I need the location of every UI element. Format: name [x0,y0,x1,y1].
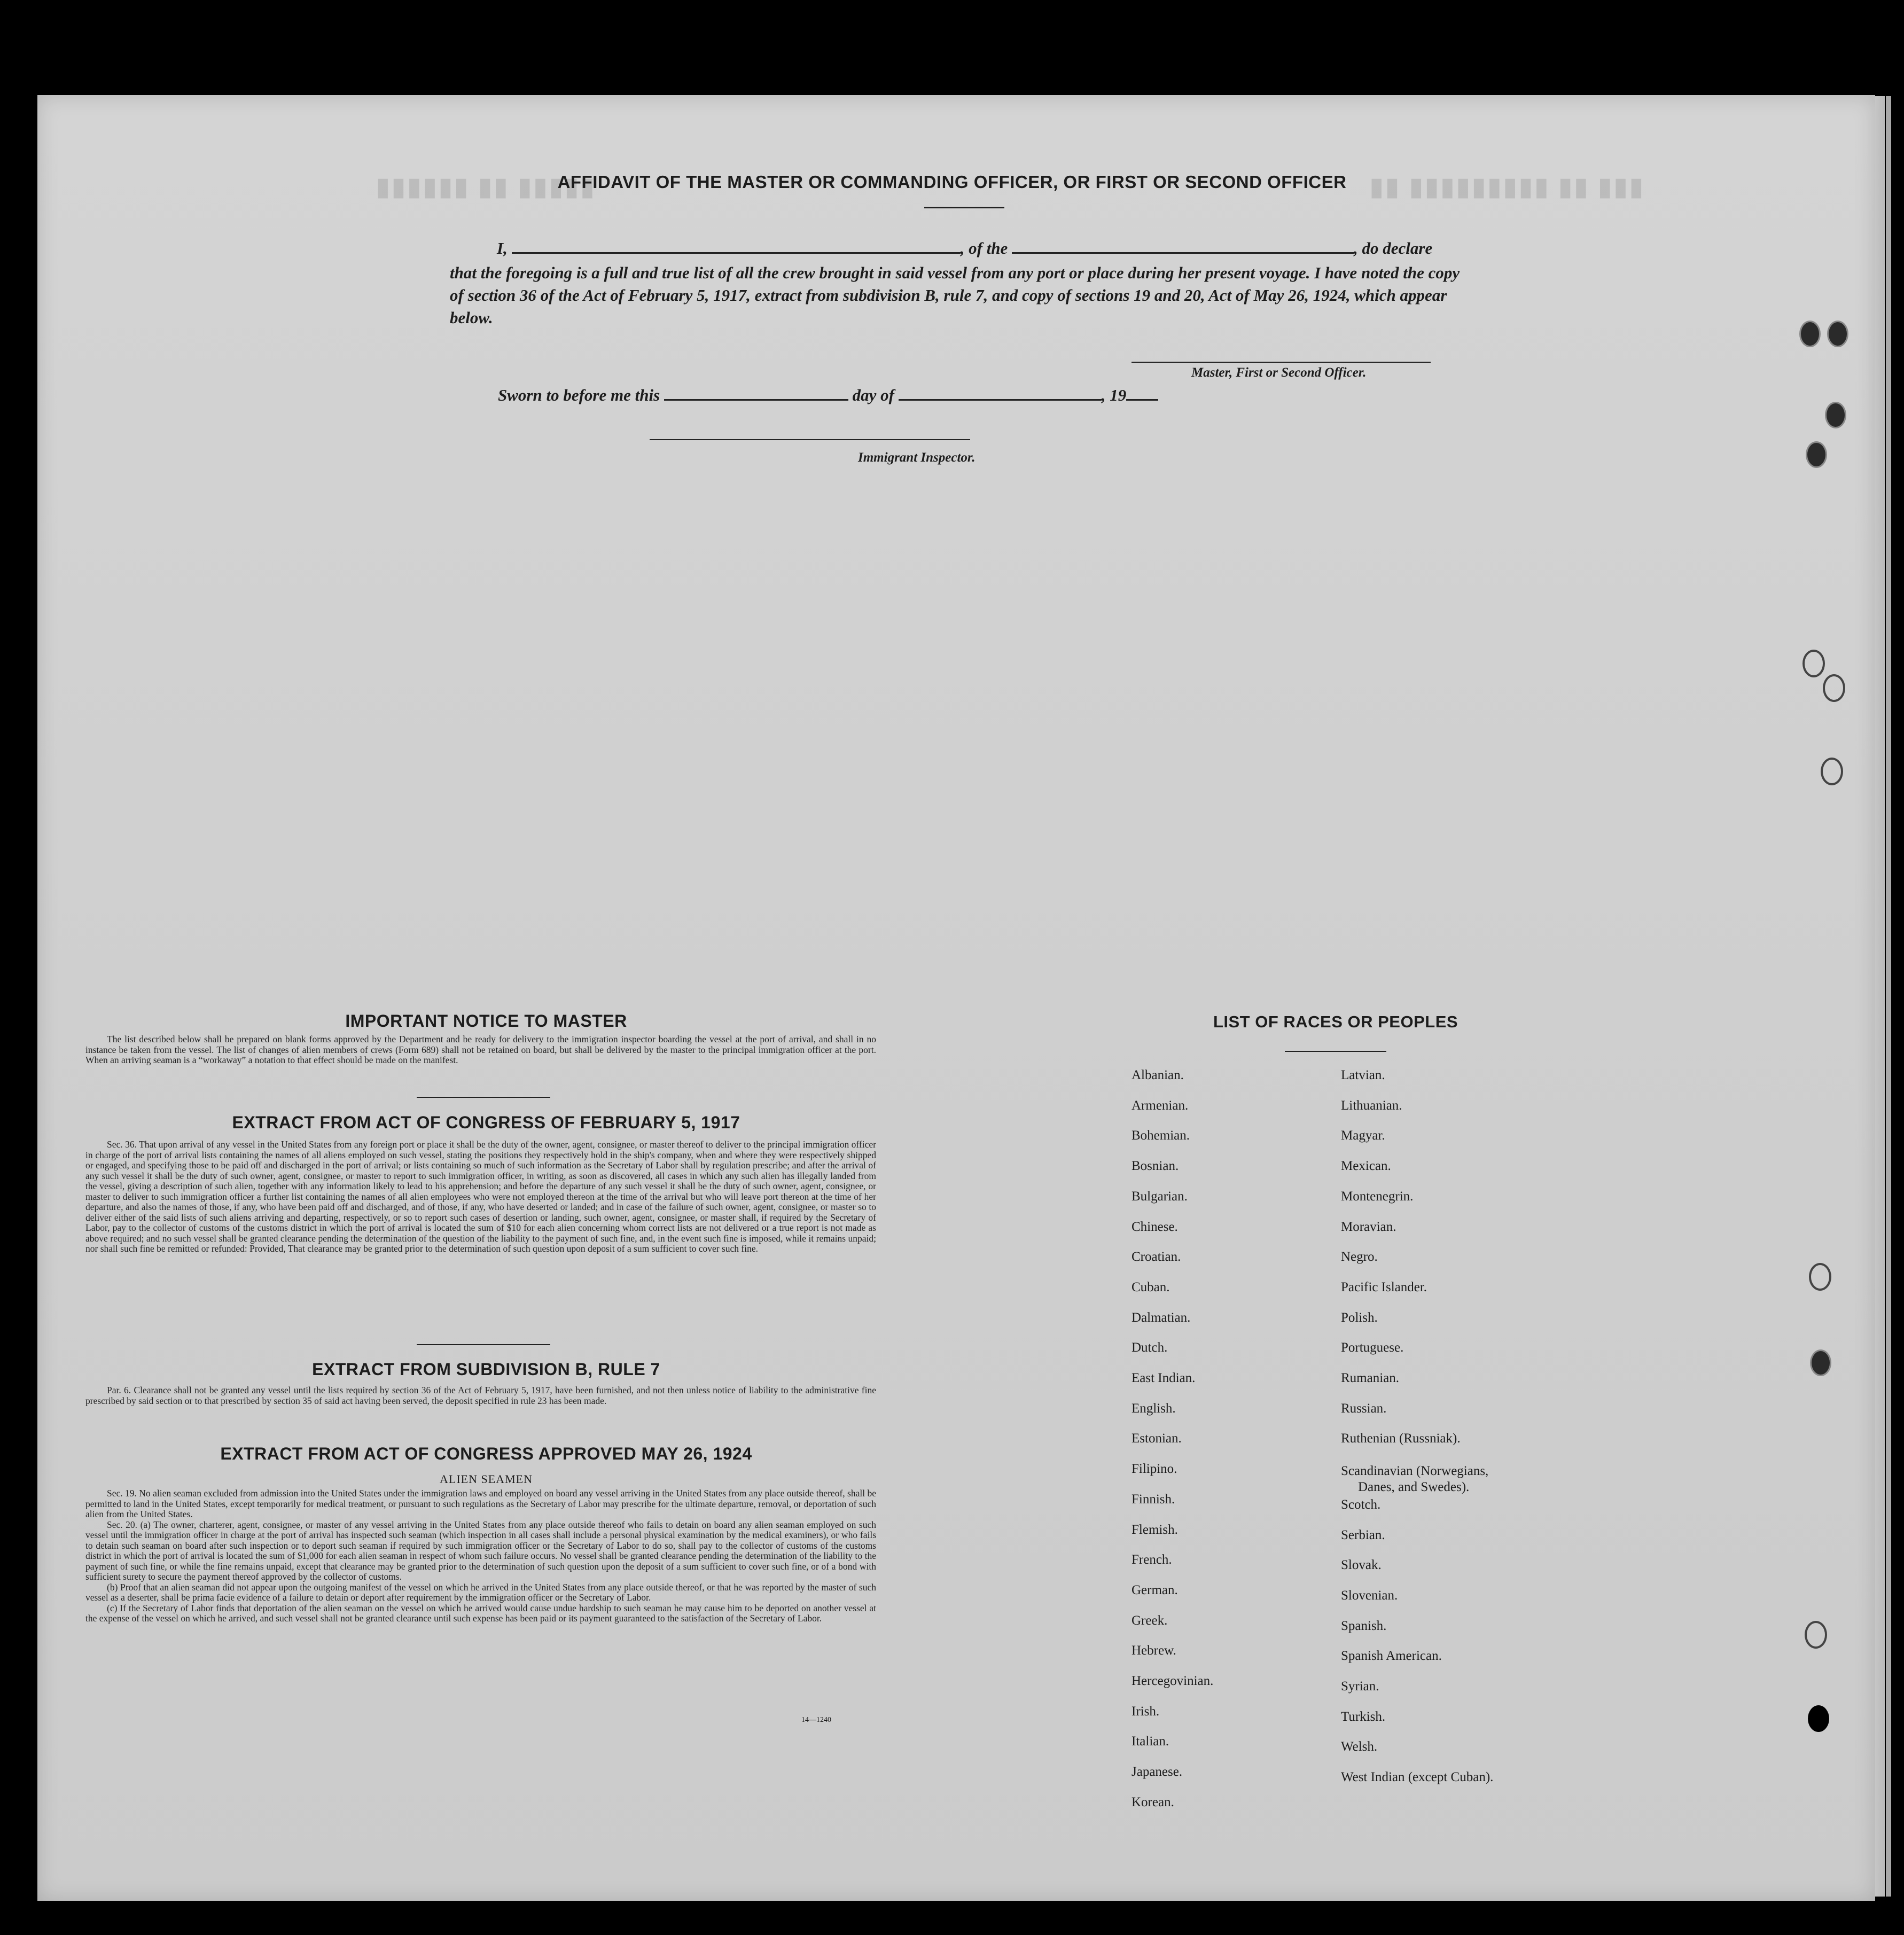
bleed-through-shape: ▮▮▮▮▮ ▮▮ ▮▮▮▮▮▮ [374,173,595,200]
race-item: Welsh. [1341,1739,1378,1754]
sworn-day-field[interactable] [664,387,848,401]
declarant-name-field[interactable] [512,240,961,254]
race-item: Ruthenian (Russniak). [1341,1431,1461,1446]
race-item: Croatian. [1132,1250,1181,1265]
act-1924-paragraph: Sec. 19. No alien seaman excluded from admission into the United States under the immigration laws and employed on board any vessel arriving in the United States from any place outside thereof, shall be permitted to land in the United States, except temporarily for medical treatment, or pursuant to such regulations as the Secretary of Labor may prescribe for the ultimate departure, removal, or deportation of such alien from the United States. [85,1488,876,1519]
race-item: Dutch. [1132,1340,1168,1355]
race-item: Bulgarian. [1132,1189,1188,1204]
race-item: Bosnian. [1132,1159,1179,1174]
extract-1917-title: EXTRACT FROM ACT OF CONGRESS OF FEBRUARY 5, 1917 [232,1113,740,1132]
inspector-signature-line[interactable] [650,439,970,440]
sworn-year-field[interactable] [1126,387,1158,401]
binder-hole-icon [1802,650,1825,677]
affidavit-statement: that the foregoing is a full and true list of all the crew brought in said vessel from any port or place during her present voyage. I have noted the copy of section 36 of the Act of February 5, 1917, extract from subdivision B, rule 7, and copy of sections 19 and 20, Act of May 26, 1924, which appear below. [450,263,1460,327]
year-prefix-label: , 19 [1101,386,1127,404]
page-edge [1875,96,1885,1897]
race-item: English. [1132,1401,1176,1416]
affidavit-title: AFFIDAVIT OF THE MASTER OR COMMANDING OFFICER, OR FIRST OR SECOND OFFICER [557,172,1347,192]
race-item: Greek. [1132,1613,1168,1628]
race-item: Portuguese. [1341,1340,1404,1355]
binder-hole-icon [1823,674,1845,702]
inspector-signature-label: Immigrant Inspector. [858,450,976,465]
race-item: Rumanian. [1341,1371,1400,1385]
form-number: 14—1240 [801,1716,831,1724]
act-1924-paragraph: (b) Proof that an alien seaman did not appear upon the outgoing manifest of the vessel on which he arrived in the United States from any place outside thereof, or that he was reported by the master of such vessel as a deserter, shall be prima facie evidence of a failure to detain or deport after requirement by the immigration officer or the Secretary of Labor. [85,1581,876,1603]
race-item: Scandinavian (Norwegians, [1341,1464,1489,1479]
race-item: Armenian. [1132,1098,1189,1113]
race-item: Moravian. [1341,1219,1396,1234]
race-item: Turkish. [1341,1709,1386,1724]
declaration-line [497,239,1432,258]
master-signature-label: Master, First or Second Officer. [1191,365,1367,380]
race-item: Bohemian. [1132,1128,1190,1143]
race-item: Spanish American. [1341,1649,1442,1664]
act-1924-text [85,1488,876,1624]
binder-hole-icon [1799,321,1821,347]
race-item: Cuban. [1132,1279,1170,1294]
page-edge [1886,96,1891,1897]
race-item: German. [1132,1582,1178,1597]
race-item: Latvian. [1341,1068,1385,1082]
race-item: Negro. [1341,1250,1378,1265]
binder-hole-icon [1821,758,1843,785]
declare-label: , do declare [1354,239,1433,258]
extract-1917-text: Sec. 36. That upon arrival of any vessel in the United States from any foreign port or place it shall be the duty of the owner, agent, consignee, or master thereof to deliver to the principal immigration officer in charge of the port of arrival lists containing the names of all aliens employed on such vessel, stating the positions they respectively hold in the ship's company, when and where they were respectively shipped or engaged, and specifying those to be paid off and discharged in the port of arrival; or lists containing so much of such information as the Secretary of Labor shall by regulation prescribe; and after the arrival of any such vessel it shall be the duty of such owner, agent, consignee, or master to report to such immigration officer, in writing, as soon as discovered, all cases in which any such alien has illegally landed from the vessel, giving a description of such alien, together with any information likely to lead to his apprehension; and before the departure of any such vessel it shall be the duty of such owner, agent, consignee, or master to deliver to such immigration officer a further list containing the names of all alien employees who were not employed thereon at the time of the arrival but who will leave port thereon at the time of her departure, and also the names of those, if any, who have been paid off and discharged, and of those, if any, who have deserted or landed; and in case of the failure of such owner, agent, consignee, or master so to deliver either of the said lists of such aliens arriving and departing, respectively, or so to report such cases of desertion or landing, such owner, agent, consignee, or master shall, if required by the Secretary of Labor, pay to the collector of customs of the customs district in which the port of arrival is located the sum of $10 for each alien concerning whom correct lists are not delivered or a true report is not made as above required; and no such vessel shall be granted clearance pending the determination of the question of the liability to the payment of such fine, and, in the event such fine is imposed, while it remains unpaid; nor shall such fine be remitted or refunded: Provided, That clearance may be granted prior to the determination of such question upon deposit of a sum sufficient to cover such fine. [85,1139,876,1254]
race-item: Albanian. [1132,1068,1184,1082]
sworn-month-field[interactable] [899,387,1102,401]
binder-hole-icon [1808,1705,1829,1732]
race-item: Hebrew. [1132,1643,1176,1658]
races-divider [1285,1051,1386,1052]
rule-7-text: Par. 6. Clearance shall not be granted any vessel until the lists required by section 36 of the Act of February 5, 1917, have been furnished, and not then unless notice of liability to the administrative fine prescribed by said section or to that prescribed by section 35 of said act having been served, the deposit specified in rule 23 has been made. [85,1385,876,1406]
race-item: Pacific Islander. [1341,1279,1427,1294]
document-page [37,95,1875,1901]
act-1924-paragraph: (c) If the Secretary of Labor finds that deportation of the alien seaman on the vessel on which he arrived would cause undue hardship to such seaman he may cause him to be deported on another vessel at the expense of the vessel on which he arrived, and such vessel shall not be granted clearance until such expense has been paid or its payment guaranteed to the satisfaction of the Secretary of Labor. [85,1602,876,1624]
bleed-through-shape: ▮▮▮ ▮▮ ▮▮▮▮▮▮▮▮▮ ▮▮ [1368,173,1643,200]
race-item: Polish. [1341,1310,1378,1325]
binder-hole-icon [1806,441,1827,468]
act-1924-title: EXTRACT FROM ACT OF CONGRESS APPROVED MAY 26, 1924 [220,1444,752,1463]
day-of-label: day of [852,386,894,404]
race-item: Italian. [1132,1734,1169,1749]
notice-text: The list described below shall be prepared on blank forms approved by the Department and be ready for delivery to the immigration inspector boarding the vessel at the port of arrival, and shall in no instance be taken from the vessel. The list of changes of alien members of crews (Form 689) shall not be retained on board, but shall be delivered by the master to the principal immigration officer at the port. When an arriving seaman is a “workaway” a notation to that effect should be made on the manifest. [85,1034,876,1065]
race-item: Syrian. [1341,1679,1379,1694]
of-the-label: , of the [960,239,1008,258]
race-item: Irish. [1132,1704,1160,1719]
race-item: Danes, and Swedes). [1358,1480,1470,1495]
declarant-prefix: I, [497,239,508,258]
race-item: Spanish. [1341,1618,1387,1633]
race-item: Estonian. [1132,1431,1182,1446]
race-item: Scotch. [1341,1497,1381,1512]
race-item: Flemish. [1132,1522,1178,1537]
race-item: Finnish. [1132,1492,1175,1507]
master-signature-line[interactable] [1132,362,1431,363]
race-item: Slovak. [1341,1558,1382,1573]
binder-hole-icon [1809,1263,1831,1291]
race-item: Chinese. [1132,1219,1178,1234]
rule-7-title: EXTRACT FROM SUBDIVISION B, RULE 7 [312,1360,660,1379]
race-item: Montenegrin. [1341,1189,1414,1204]
binder-hole-icon [1810,1349,1831,1376]
race-item: Lithuanian. [1341,1098,1402,1113]
act-1924-paragraph: Sec. 20. (a) The owner, charterer, agent, consignee, or master of any vessel arriving in the United States from any place outside thereof who fails to detain on board any alien seaman employed on such vessel until the immigration officer in charge at the port of arrival has inspected such seaman (which inspection in all cases shall include a personal physical examination by the medical examiners), or who fails to detain such seaman on board after such inspection or to deport such seaman if required by such immigration officer or the Secretary of Labor to do so, shall pay to the collector of customs of the customs district in which the port of arrival is located the sum of $1,000 for each alien seaman in respect of whom such failure occurs. No vessel shall be granted clearance pending the determination of the liability to the payment of such fine, or while the fine remains unpaid, except that clearance may be granted prior to the determination of such question upon the deposit of a sum sufficient to cover such fine, or of a bond with sufficient surety to secure the payment thereof approved by the collector of customs. [85,1519,876,1582]
notice-title: IMPORTANT NOTICE TO MASTER [345,1011,627,1031]
title-divider [924,207,1004,208]
race-item: Filipino. [1132,1462,1177,1477]
vessel-name-field[interactable] [1012,240,1354,254]
race-item: Russian. [1341,1401,1387,1416]
binder-hole-icon [1805,1621,1827,1649]
races-title: LIST OF RACES OR PEOPLES [1213,1012,1458,1031]
sworn-line [498,386,1158,405]
race-item: Korean. [1132,1794,1174,1809]
race-item: East Indian. [1132,1371,1196,1385]
race-item: Japanese. [1132,1765,1183,1780]
binder-hole-icon [1825,402,1846,428]
section-divider [417,1097,550,1098]
race-item: West Indian (except Cuban). [1341,1770,1494,1785]
sworn-label: Sworn to before me this [498,386,660,404]
alien-seamen-subtitle: ALIEN SEAMEN [440,1472,533,1486]
race-item: Dalmatian. [1132,1310,1191,1325]
race-item: Magyar. [1341,1128,1385,1143]
section-divider [417,1344,550,1345]
race-item: Serbian. [1341,1527,1385,1542]
race-item: Hercegovinian. [1132,1674,1214,1688]
race-item: French. [1132,1552,1172,1567]
race-item: Mexican. [1341,1159,1391,1174]
race-item: Slovenian. [1341,1588,1398,1603]
binder-hole-icon [1827,321,1848,347]
